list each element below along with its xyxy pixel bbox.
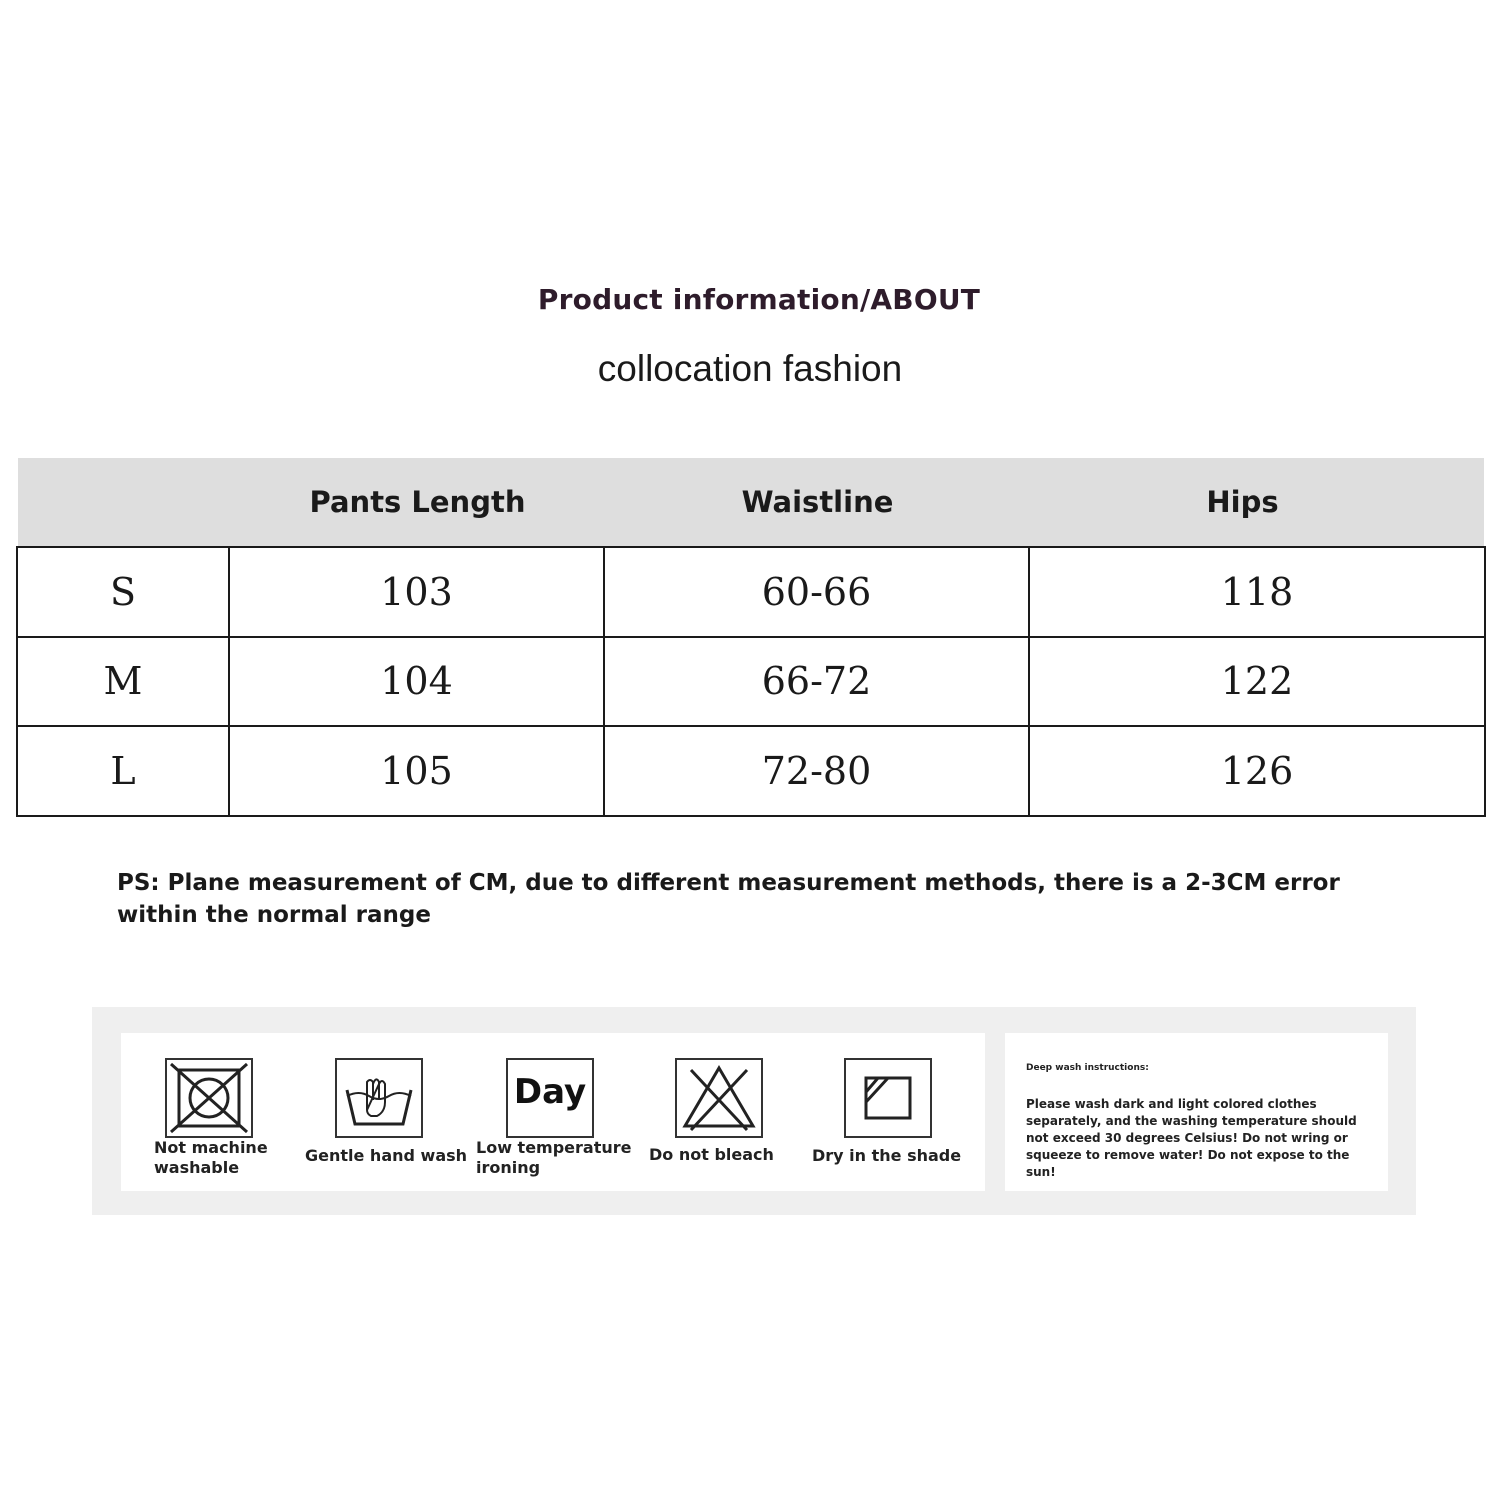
- header-waistline: Waistline: [741, 485, 894, 519]
- no-machine-wash-icon: [165, 1058, 253, 1138]
- table-row: [17, 637, 1485, 727]
- day-icon-text: Day: [513, 1072, 587, 1112]
- low-temp-iron-icon: [506, 1058, 594, 1138]
- hips-cell: 126: [1029, 726, 1485, 816]
- measurement-note: PS: Plane measurement of CM, due to different measurement methods, there is a 2-3CM error within the normal range: [117, 870, 1340, 928]
- hips-cell: 118: [1029, 547, 1485, 637]
- header-pants-length: Pants Length: [309, 485, 526, 519]
- header-hips: Hips: [1206, 485, 1279, 519]
- waistline-cell: 72-80: [604, 726, 1029, 816]
- care-label: ironing: [476, 1158, 541, 1177]
- table-row: [17, 547, 1485, 637]
- care-instructions-heading: Deep wash instructions:: [1026, 1063, 1149, 1073]
- care-label: Not machine: [154, 1138, 268, 1157]
- table-row: [17, 726, 1485, 816]
- page-subtitle: collocation fashion: [597, 348, 903, 389]
- size-table-header: [18, 458, 1484, 546]
- care-label: Gentle hand wash: [305, 1146, 468, 1165]
- waistline-cell: 66-72: [604, 637, 1029, 727]
- size-cell: M: [17, 637, 229, 727]
- care-label: washable: [154, 1158, 240, 1177]
- size-table: [16, 546, 1486, 817]
- waistline-cell: 60-66: [604, 547, 1029, 637]
- care-instructions-body: Please wash dark and light colored clothes separately, and the washing temperature should not exceed 30 degrees Celsius! Do not wring or squeeze to remove water! Do not expose to the sun!: [1026, 1097, 1357, 1179]
- size-cell: L: [17, 726, 229, 816]
- header-size: [20, 458, 230, 546]
- hand-wash-icon: [335, 1058, 423, 1138]
- dry-in-shade-icon: [844, 1058, 932, 1138]
- pants-length-cell: 103: [229, 547, 604, 637]
- care-label: Low temperature: [476, 1138, 632, 1157]
- care-label: Do not bleach: [649, 1145, 774, 1164]
- pants-length-cell: 105: [229, 726, 604, 816]
- hips-cell: 122: [1029, 637, 1485, 727]
- do-not-bleach-icon: [675, 1058, 763, 1138]
- pants-length-cell: 104: [229, 637, 604, 727]
- page-title: Product information/ABOUT: [537, 283, 981, 316]
- size-cell: S: [17, 547, 229, 637]
- care-label: Dry in the shade: [812, 1146, 962, 1165]
